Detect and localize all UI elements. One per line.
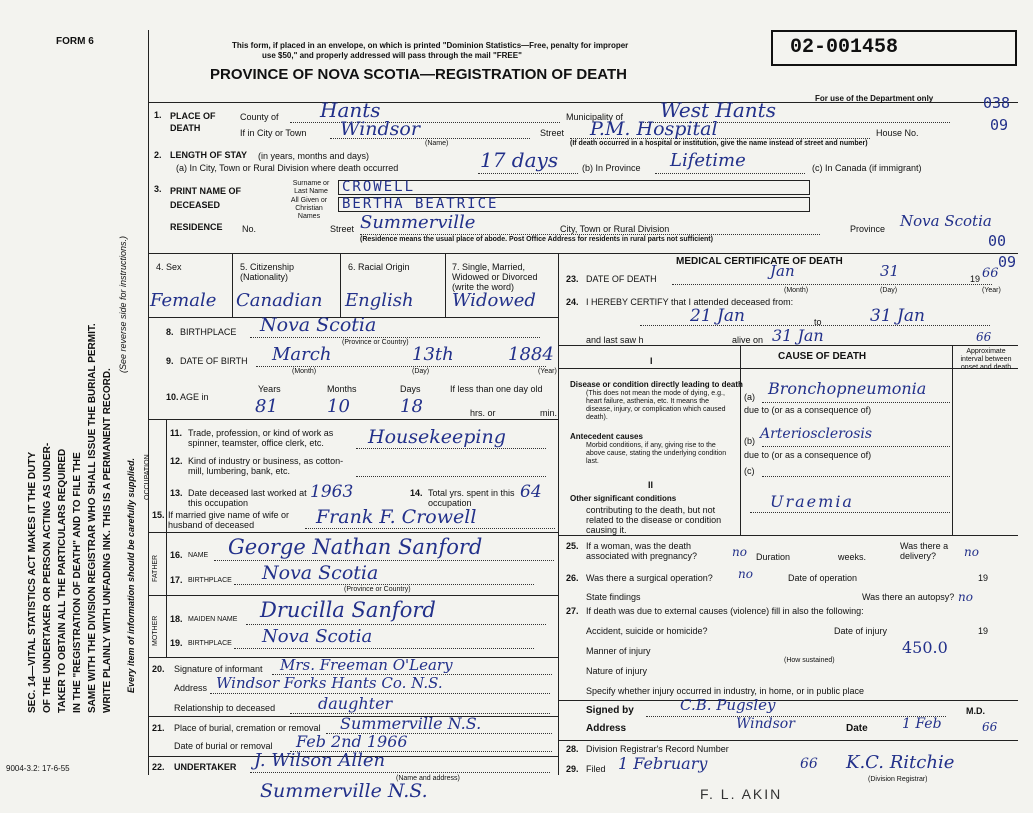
rule-cause-header [558, 368, 1018, 369]
house-label: House No. [876, 128, 919, 138]
interval-header: Approximate interval between onset and death [960, 348, 1012, 371]
dept-code-3: 00 [988, 232, 1007, 250]
industry-num: 12. [170, 456, 183, 466]
informant-num: 20. [152, 664, 165, 674]
rule-signed [558, 700, 1018, 701]
nature-label: Nature of injury [586, 666, 648, 676]
min-label: min. [540, 408, 558, 418]
autopsy-value: no [958, 590, 973, 604]
rule-father [148, 595, 558, 596]
stay-hint: (in years, months and days) [258, 151, 370, 161]
cert-to: 31 Jan [870, 306, 925, 326]
name-num: 3. [154, 184, 162, 194]
father-bp-num: 17. [170, 575, 183, 585]
death-date-num: 23. [566, 274, 579, 284]
burial-num: 21. [152, 723, 165, 733]
informant-rel-label: Relationship to deceased [174, 703, 276, 713]
informant-relationship: daughter [318, 694, 393, 713]
sex-value: Female [150, 290, 217, 311]
county-line [290, 122, 560, 123]
marital-label: 7. Single, Married, Widowed or Divorced (write the word) [452, 262, 538, 292]
mother-name-label: MAIDEN NAME [188, 616, 238, 623]
name-label: PRINT NAME OF DECEASED [170, 186, 241, 210]
cert-year-value: 66 [982, 720, 998, 734]
years-spent-label: Total yrs. spent in this occupation [428, 488, 515, 508]
accident-label: Accident, suicide or homicide? [586, 626, 708, 636]
cause-b-line [762, 446, 950, 447]
father-bp-value: Nova Scotia [262, 562, 379, 584]
manner-label: Manner of injury [586, 646, 651, 656]
informant-signature: Mrs. Freeman O'Leary [280, 656, 453, 674]
cert-from: 21 Jan [690, 306, 745, 326]
occ-side [166, 420, 167, 532]
surgery-label: Was there a surgical operation? [586, 573, 713, 583]
industry-line [356, 476, 546, 477]
weeks-label: Duration [756, 552, 791, 562]
attended-year: 66 [976, 330, 992, 344]
age-days: 18 [400, 396, 423, 417]
burial-place-label: Place of burial, cremation or removal [174, 723, 321, 733]
cause-b-label: (b) [744, 436, 755, 446]
stay-num: 2. [154, 150, 162, 160]
rule-personal [148, 253, 1018, 254]
place-label: PLACE OF DEATH [170, 111, 216, 133]
spouse-value: Frank F. Crowell [316, 506, 477, 528]
cert-date-label: Date [846, 723, 868, 734]
trade-num: 11. [170, 428, 183, 438]
registrar-label: Division Registrar's Record Number [586, 744, 729, 754]
given-label: All Given or Christian Names [290, 197, 328, 220]
birthplace-line [250, 337, 540, 338]
age-months-label: Months [327, 384, 357, 394]
dob-num: 9. [166, 356, 174, 366]
disease-label: Disease or condition directly leading to death [570, 380, 743, 389]
father-bp-caption: (Province or Country) [344, 586, 411, 593]
weeks-suffix: weeks. [838, 552, 867, 562]
col-1 [232, 254, 233, 317]
due-to-1: due to (or as a consequence of) [744, 405, 872, 415]
mother-name-value: Drucilla Sanford [260, 598, 436, 622]
how-caption: (How sustained) [784, 657, 835, 664]
years-spent-value: 64 [520, 482, 542, 502]
autopsy-label: Was there an autopsy? [862, 592, 955, 602]
spouse-num: 15. [152, 510, 165, 520]
hrs-label: hrs. or [470, 408, 496, 418]
father-name-line [214, 560, 554, 561]
county-value: Hants [320, 98, 381, 122]
burial-date-label: Date of burial or removal [174, 741, 273, 751]
undertaker-address: Summerville N.S. [260, 780, 428, 802]
undertaker-caption: (Name and address) [396, 775, 460, 782]
trade-label: Trade, profession, or kind of work as spinner, teamster, office clerk, etc. [188, 428, 334, 448]
preg-label: If a woman, was the death associated with pregnancy? [586, 541, 698, 561]
father-side [166, 533, 167, 595]
cause-col [740, 345, 741, 535]
dob-day-caption: (Day) [412, 368, 430, 375]
cause-a-line [762, 402, 950, 403]
city-caption: (Name) [425, 140, 449, 147]
informant-address-label: Address [174, 683, 208, 693]
death-month: Jan [770, 262, 795, 280]
preg-value: no [732, 545, 747, 559]
mother-bp-value: Nova Scotia [262, 626, 373, 647]
sidebar-line3: TAKER TO OBTAIN ALL THE PARTICULARS REQUIRED [57, 448, 68, 713]
birthplace-label: BIRTHPLACE [180, 327, 237, 337]
roman-1: I [650, 356, 653, 366]
stay-label: LENGTH OF STAY [170, 150, 248, 160]
cause-c-label: (c) [744, 466, 755, 476]
rule-registrar [558, 740, 1018, 741]
industry-label: Kind of industry or business, as cotton-mill, lumbering, bank, etc. [188, 456, 344, 476]
age-days-label: Days [400, 384, 421, 394]
dob-year: 1884 [508, 344, 554, 365]
county-label: County of [240, 112, 279, 122]
cert-num: 24. [566, 297, 579, 307]
residence-street-value: Summerville [360, 212, 476, 233]
alive-label: alive on [732, 335, 764, 345]
street-label: Street [540, 128, 565, 138]
residence-no-label: No. [242, 224, 257, 234]
col-3 [445, 254, 446, 317]
dob-year-caption: (Year) [538, 368, 557, 375]
other-note: contributing to the death, but not related to the disease or condition causing it. [586, 505, 722, 535]
antecedent-label: Antecedent causes [570, 432, 643, 441]
mother-bp-label: BIRTHPLACE [188, 640, 232, 647]
delivery-label: Was there a delivery? [900, 541, 949, 561]
registration-number: 02-001458 [790, 36, 899, 59]
surname-value: CROWELL [342, 179, 416, 195]
filed-label: Filed [586, 764, 606, 774]
footer-code: 9004-3.2: 17-6-55 [6, 764, 70, 773]
place-num: 1. [154, 110, 162, 120]
sidebar-rotated [0, 0, 150, 813]
residence-city-label: City, Town or Rural Division [560, 224, 670, 234]
sidebar-line2: OF THE UNDERTAKER OR PERSON ACTING AS UNDER- [42, 442, 53, 713]
spouse-label: If married give name of wife or husband of deceased [168, 510, 290, 530]
undertaker-line [250, 772, 550, 773]
cause-c-line [762, 476, 950, 477]
city-value: Windsor [340, 118, 420, 140]
age-years: 81 [255, 396, 278, 417]
surname-label: Surname or Last Name [292, 180, 330, 195]
stay-a-line [478, 173, 578, 174]
mother-name-line [246, 624, 546, 625]
under-day-label: If less than one day old [450, 384, 543, 394]
specify-label: Specify whether injury occurred in industry, in home, or in public place [586, 686, 864, 696]
surgery-num: 26. [566, 573, 579, 583]
mother-side [166, 596, 167, 657]
dob-day: 13th [412, 344, 454, 365]
city-label: If in City or Town [240, 128, 307, 138]
form-number: FORM 6 [56, 36, 94, 47]
sidebar-line4: IN THE "REGISTRATION OF DEATH" AND TO FILE THE [72, 452, 83, 713]
last-worked-value: 1963 [310, 482, 354, 502]
residence-province-value: Nova Scotia [900, 212, 992, 230]
death-month-caption: (Month) [784, 287, 809, 294]
filed-num: 29. [566, 764, 579, 774]
sidebar-line7: (See reverse side for instructions.) [118, 235, 128, 373]
rule-cause-bottom [558, 535, 1018, 536]
given-value: BERTHA BEATRICE [342, 196, 499, 212]
surgery-value: no [738, 567, 753, 581]
institution-note: (If death occurred in a hospital or institution, give the name instead of street and number) [570, 140, 868, 147]
cause-a-label: (a) [744, 392, 755, 402]
sidebar-line6: WRITE PLAINLY WITH UNFADING INK. THIS IS A PERMANENT RECORD. [102, 368, 113, 713]
stay-b-value: Lifetime [670, 150, 746, 171]
age-num: 10. [166, 392, 179, 402]
cause-header: CAUSE OF DEATH [778, 351, 867, 362]
other-line [750, 512, 950, 513]
mother-name-num: 18. [170, 614, 183, 624]
death-date-label: DATE OF DEATH [586, 274, 657, 284]
last-worked-label: Date deceased last worked at this occupation [188, 488, 307, 508]
stay-b-line [655, 173, 805, 174]
cause-b-value: Arteriosclerosis [760, 426, 873, 442]
father-name-label: NAME [188, 552, 209, 559]
death-date-line [672, 284, 992, 285]
marital-value: Widowed [452, 290, 536, 311]
sidebar-line1: SEC. 14—VITAL STATISTICS ACT MAKES IT THE DUTY [27, 451, 38, 713]
father-name-num: 16. [170, 550, 183, 560]
dept-code-2: 09 [990, 116, 1009, 134]
years-spent-num: 14. [410, 488, 423, 498]
center-divider [558, 254, 559, 775]
residence-line [360, 234, 820, 235]
stay-c-label: (c) In Canada (if immigrant) [812, 163, 922, 173]
dob-month: March [272, 344, 332, 365]
sex-label: 4. Sex [156, 262, 182, 272]
age-years-label: Years [258, 384, 281, 394]
dob-line [256, 366, 546, 367]
residence-street-label: Street [330, 224, 355, 234]
filed-date: 1 February [618, 754, 708, 773]
dept-code-1: 038 [983, 94, 1011, 112]
citizenship-label: 5. Citizenship (Nationality) [240, 262, 295, 282]
last-worked-num: 13. [170, 488, 183, 498]
stamp-name: F. L. AKIN [700, 786, 783, 802]
registrar-caption: (Division Registrar) [868, 776, 928, 783]
dob-label: DATE OF BIRTH [180, 356, 248, 366]
alive-date: 31 Jan [772, 326, 824, 345]
sidebar-line5: SAME WITH THE DIVISION REGISTRAR WHO SHALL ISSUE THE BURIAL PERMIT. [87, 323, 98, 713]
envelope-note-1: This form, if placed in an envelope, on which is printed "Dominion Statistics—Free, penalty for improper [232, 41, 629, 50]
burial-place-value: Summerville N.S. [340, 714, 482, 733]
external-label: If death was due to external causes (violence) fill in also the following: [586, 606, 864, 616]
burial-date-value: Feb 2nd 1966 [296, 732, 408, 751]
mother-bp-num: 19. [170, 638, 183, 648]
envelope-note-2: use $50," and properly addressed will pass through the mail "FREE" [262, 51, 522, 60]
father-bp-line [234, 584, 534, 585]
cert-address-label: Address [586, 723, 627, 734]
undertaker-label: UNDERTAKER [174, 762, 237, 772]
roman-2: II [648, 480, 654, 490]
rule-cause-top [558, 345, 1018, 346]
stay-a-value: 17 days [480, 148, 559, 172]
external-num: 27. [566, 606, 579, 616]
street-value: P.M. Hospital [590, 118, 718, 140]
cert-label: I HEREBY CERTIFY that I attended deceased from: [586, 297, 794, 307]
undertaker-num: 22. [152, 762, 165, 772]
delivery-value: no [964, 545, 979, 559]
mother-side-label: MOTHER [152, 615, 159, 646]
dept-use-label: For use of the Department only [815, 94, 934, 103]
father-side-label: FATHER [152, 554, 159, 582]
residence-note: (Residence means the usual place of abode. Post Office Address for residents in rural parts not sufficient) [360, 236, 713, 243]
age-label: AGE in [180, 392, 209, 402]
age-months: 10 [327, 396, 350, 417]
due-to-2: due to (or as a consequence of) [744, 450, 872, 460]
signed-value: C.B. Pugsley [680, 696, 776, 714]
manner-code: 450.0 [902, 638, 948, 657]
col-2 [340, 254, 341, 317]
cert-date-value: 1 Feb [902, 716, 942, 732]
dept-code-4: 09 [998, 253, 1017, 271]
citizenship-value: Canadian [236, 290, 323, 311]
municipality-label: Municipality of [566, 112, 624, 122]
op-year-prefix: 19 [978, 573, 989, 583]
injury-date-label: Date of injury [834, 626, 888, 636]
stay-a-label: (a) In City, Town or Rural Division where death occurred [176, 163, 399, 173]
trade-value: Housekeeping [368, 426, 506, 448]
cert-to-label: to [814, 317, 822, 327]
death-year-prefix: 19 [970, 274, 981, 284]
racial-value: English [345, 290, 414, 311]
mother-bp-line [234, 648, 534, 649]
informant-address: Windsor Forks Hants Co. N.S. [216, 674, 443, 692]
dob-month-caption: (Month) [292, 368, 317, 375]
sidebar-line8: Every item of information should be carefully supplied. [126, 457, 136, 693]
residence-province-label: Province [850, 224, 886, 234]
stay-b-label: (b) In Province [582, 163, 641, 173]
registrar-num: 28. [566, 744, 579, 754]
rule-age [148, 419, 558, 420]
op-date-label: Date of operation [788, 573, 858, 583]
findings-label: State findings [586, 592, 641, 602]
signed-line [646, 716, 946, 717]
occupation-side-label: OCCUPATION [144, 454, 151, 500]
interval-col [952, 345, 953, 535]
racial-label: 6. Racial Origin [348, 262, 410, 272]
form-title: PROVINCE OF NOVA SCOTIA—REGISTRATION OF DEATH [210, 66, 627, 83]
father-bp-label: BIRTHPLACE [188, 577, 232, 584]
md-label: M.D. [966, 706, 985, 716]
disease-note: (This does not mean the mode of dying, e.g., heart failure, asthenia, etc. It means the disease, injury, or complication which caused death). [586, 390, 726, 421]
last-saw-label: and last saw h [586, 335, 644, 345]
undertaker-value: J. Wilson Allen [254, 750, 386, 771]
birthplace-num: 8. [166, 327, 174, 337]
municipality-value: West Hants [660, 98, 776, 122]
cert-address-value: Windsor [736, 716, 795, 732]
trade-line [356, 448, 546, 449]
rule-occupation [148, 532, 558, 533]
antecedent-note: Morbid conditions, if any, giving rise to the above cause, stating the underlying condition last. [586, 442, 727, 465]
death-day-caption: (Day) [880, 287, 898, 294]
death-day: 31 [880, 262, 900, 280]
birthplace-caption: (Province or Country) [342, 339, 409, 346]
registrar-signature: K.C. Ritchie [846, 752, 955, 773]
informant-sig-label: Signature of informant [174, 664, 263, 674]
preg-num: 25. [566, 541, 579, 551]
spouse-line [305, 528, 555, 529]
cause-a-value: Bronchopneumonia [768, 379, 927, 398]
father-name-value: George Nathan Sanford [228, 535, 483, 559]
birthplace-value: Nova Scotia [260, 314, 377, 336]
injury-year-prefix: 19 [978, 626, 989, 636]
death-year-caption: (Year) [982, 287, 1001, 294]
other-value: Uraemia [770, 492, 854, 511]
other-label: Other significant conditions [570, 494, 677, 503]
residence-label: RESIDENCE [170, 222, 223, 232]
filed-year: 66 [800, 756, 818, 772]
medical-title: MEDICAL CERTIFICATE OF DEATH [676, 256, 843, 267]
signed-label: Signed by [586, 705, 634, 716]
death-year: 66 [982, 266, 999, 281]
